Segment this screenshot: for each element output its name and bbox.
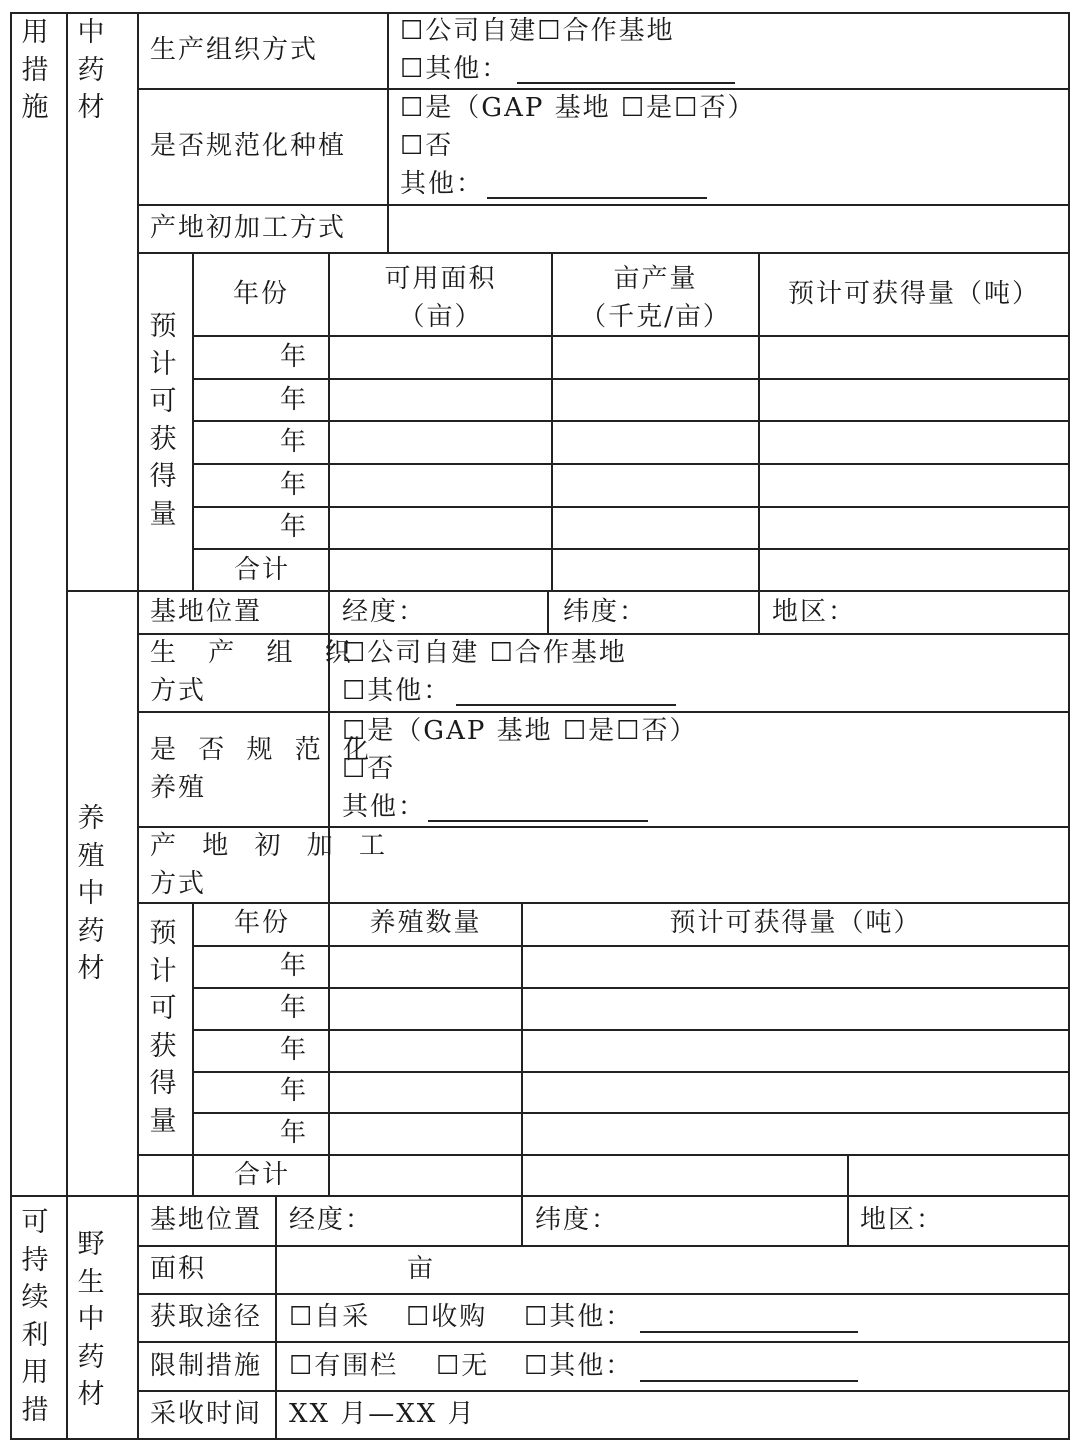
grid-line <box>387 12 389 252</box>
grid-line <box>192 1071 1070 1073</box>
grid-line <box>275 1195 277 1438</box>
processing-method-label: 产 地 初 加 工 <box>150 831 395 861</box>
col-header-quantity: 养殖数量 <box>369 908 482 938</box>
grid-line <box>521 1195 523 1245</box>
production-mode-options[interactable]: ☐公司自建 ☐合作基地 <box>342 638 627 668</box>
region-label[interactable]: 地区： <box>860 1205 945 1235</box>
grid-line <box>758 590 760 633</box>
harvest-time-label: 采收时间 <box>150 1399 263 1429</box>
grid-line <box>328 902 330 1195</box>
grid-line <box>192 378 1070 380</box>
grid-line <box>847 1154 849 1245</box>
grid-line <box>192 463 1070 465</box>
area-label: 面积 <box>150 1254 207 1284</box>
blank-underline[interactable] <box>487 197 707 199</box>
grid-line <box>192 1029 1070 1031</box>
grid-line <box>137 826 1070 828</box>
section-label-measures: 用 措 施 <box>21 17 49 123</box>
grid-line <box>547 590 549 633</box>
acquisition-other-option[interactable]: ☐其他： <box>524 1302 634 1332</box>
estimate-side-label: 预 计 可 获 得 量 <box>149 311 177 530</box>
col-header-yield: 亩产量 （千克/亩） <box>580 264 731 332</box>
grid-line <box>137 1154 1070 1156</box>
category-label-farmed: 养 殖 中 药 材 <box>77 803 105 984</box>
region-label[interactable]: 地区： <box>772 597 857 627</box>
longitude-label[interactable]: 经度： <box>342 597 427 627</box>
col-header-estimate: 预计可获得量（吨） <box>787 279 1040 309</box>
grid-line <box>192 420 1070 422</box>
base-location-label: 基地位置 <box>150 597 263 627</box>
grid-line <box>192 1112 1070 1114</box>
grid-line <box>521 902 523 1195</box>
blank-underline[interactable] <box>517 82 735 84</box>
latitude-label[interactable]: 纬度： <box>535 1205 620 1235</box>
grid-line <box>137 204 1070 206</box>
grid-line <box>192 902 194 1195</box>
grid-line <box>192 945 1070 947</box>
grid-line <box>137 902 1070 904</box>
grid-line <box>137 88 1070 90</box>
grid-line <box>137 711 1070 713</box>
col-header-area: 可用面积 （亩） <box>384 264 497 332</box>
gap-yes-option[interactable]: ☐是（GAP 基地 ☐是☐否） <box>342 716 698 746</box>
standardized-farming-label: 是 否 规 范 化 <box>150 735 377 765</box>
production-mode-label: 生产组织方式 <box>150 35 319 65</box>
production-mode-options[interactable]: ☐公司自建☐合作基地 <box>400 16 675 46</box>
gap-no-option[interactable]: ☐否 <box>342 754 396 784</box>
blank-underline[interactable] <box>428 820 648 822</box>
grid-line <box>328 590 330 633</box>
grid-line <box>137 252 1070 254</box>
blank-underline[interactable] <box>640 1331 858 1333</box>
grid-line <box>66 12 68 1440</box>
processing-method-label: 产地初加工方式 <box>150 213 347 243</box>
production-mode-label-cont: 方式 <box>150 676 207 706</box>
self-collect-option[interactable]: ☐自采 <box>289 1302 371 1332</box>
fence-option[interactable]: ☐有围栏 <box>289 1351 399 1381</box>
production-mode-other[interactable]: ☐其他： <box>342 676 452 706</box>
grid-line <box>192 548 1070 550</box>
standardized-planting-label: 是否规范化种植 <box>150 131 347 161</box>
base-location-label: 基地位置 <box>150 1205 263 1235</box>
table-bottom-border <box>10 1438 1070 1440</box>
purchase-option[interactable]: ☐收购 <box>406 1302 488 1332</box>
restriction-other-option[interactable]: ☐其他： <box>524 1351 634 1381</box>
gap-no-option[interactable]: ☐否 <box>400 131 454 161</box>
restriction-label: 限制措施 <box>150 1351 263 1381</box>
col-header-year: 年份 <box>232 279 289 309</box>
section-label-sustainable-use: 可 持 续 利 用 措 <box>21 1207 49 1426</box>
production-mode-other[interactable]: ☐其他： <box>400 54 510 84</box>
standardized-farming-label-cont: 养殖 <box>150 773 207 803</box>
blank-underline[interactable] <box>640 1380 858 1382</box>
area-unit[interactable]: 亩 <box>407 1254 436 1284</box>
latitude-label[interactable]: 纬度： <box>563 597 648 627</box>
year-cell[interactable]: 年 <box>280 470 309 500</box>
grid-line <box>137 633 1070 635</box>
year-cell[interactable]: 年 <box>280 993 309 1023</box>
acquisition-label: 获取途径 <box>150 1302 263 1332</box>
table-top-border <box>10 12 1070 14</box>
year-cell[interactable]: 年 <box>280 385 309 415</box>
standardized-other-label: 其他： <box>400 169 485 199</box>
col-header-estimate: 预计可获得量（吨） <box>669 908 922 938</box>
blank-underline[interactable] <box>456 704 676 706</box>
year-cell[interactable]: 年 <box>280 342 309 372</box>
grid-line <box>137 12 139 1440</box>
table-left-border <box>10 12 12 1440</box>
grid-line <box>66 590 1070 592</box>
harvest-time-value[interactable]: XX 月—XX 月 <box>289 1399 476 1429</box>
processing-method-label-cont: 方式 <box>150 869 207 899</box>
year-cell[interactable]: 年 <box>280 427 309 457</box>
year-cell[interactable]: 年 <box>280 1035 309 1065</box>
category-label-cultivated: 中 药 材 <box>77 17 105 123</box>
grid-line <box>328 633 330 902</box>
standardized-other-label: 其他： <box>342 792 427 822</box>
production-mode-label: 生 产 组 织 <box>150 638 363 668</box>
grid-line <box>192 987 1070 989</box>
col-header-year: 年份 <box>234 908 291 938</box>
total-label: 合计 <box>234 1160 291 1190</box>
grid-line <box>10 1195 1070 1197</box>
grid-line <box>192 506 1070 508</box>
category-label-wild: 野 生 中 药 材 <box>77 1229 105 1410</box>
table-right-border <box>1068 12 1070 1440</box>
year-cell[interactable]: 年 <box>280 1118 309 1148</box>
year-cell[interactable]: 年 <box>280 512 309 542</box>
year-cell[interactable]: 年 <box>280 1076 309 1106</box>
total-label: 合计 <box>234 555 291 585</box>
none-option[interactable]: ☐无 <box>436 1351 490 1381</box>
gap-yes-option[interactable]: ☐是（GAP 基地 ☐是☐否） <box>400 93 756 123</box>
longitude-label[interactable]: 经度： <box>289 1205 374 1235</box>
year-cell[interactable]: 年 <box>280 951 309 981</box>
estimate-side-label: 预 计 可 获 得 量 <box>149 918 177 1137</box>
